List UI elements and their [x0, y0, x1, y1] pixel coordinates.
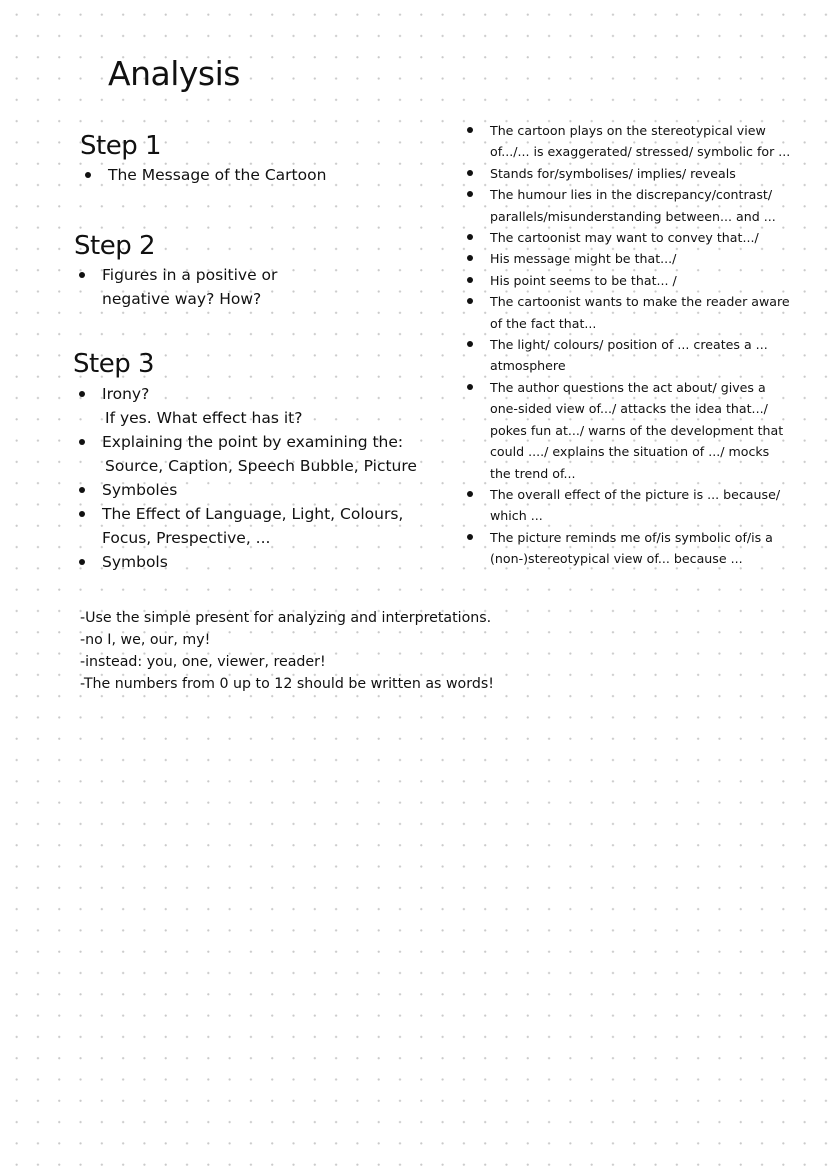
- phrase-item: The cartoonist wants to make the reader aware of the fact that...: [462, 291, 792, 334]
- phrase-item: His message might be that.../: [462, 248, 792, 269]
- step1-list: [80, 163, 326, 187]
- note-line: -instead: you, one, viewer, reader!: [80, 654, 326, 670]
- phrase-item: The overall effect of the picture is ... because/ which ...: [462, 484, 792, 527]
- step3-item-symbols: Symbols: [74, 550, 417, 574]
- note-line: -Use the simple present for analyzing and interpretations.: [80, 610, 492, 626]
- phrases-list: [462, 120, 792, 570]
- step1-item-message: The Message of the Cartoon: [80, 163, 326, 187]
- phrase-item: The author questions the act about/ gives a one-sided view of.../ attacks the idea that.../ pokes fun at.../ warns of the development that could ..../ explains the situation of .../ mocks the trend of...: [462, 377, 792, 484]
- step3-item-irony: Irony? If yes. What effect has it?: [74, 382, 417, 430]
- step1-heading: Step 1: [80, 131, 162, 161]
- phrase-item: The picture reminds me of/is symbolic of/is a (non-)stereotypical view of... because ...: [462, 527, 792, 570]
- step3-item-symboles: Symboles: [74, 478, 417, 502]
- step3-item-explaining: Explaining the point by examining the: Source, Caption, Speech Bubble, Picture: [74, 430, 417, 478]
- step2-item-figures: Figures in a positive or negative way? How?: [74, 263, 277, 311]
- phrase-item: His point seems to be that... /: [462, 270, 792, 291]
- phrase-item: The cartoon plays on the stereotypical view of.../... is exaggerated/ stressed/ symbolic for ...: [462, 120, 792, 163]
- step3-item-effect: The Effect of Language, Light, Colours, Focus, Prespective, ...: [74, 502, 417, 550]
- step2-list: [74, 263, 277, 311]
- step3-heading: Step 3: [73, 349, 155, 379]
- step2-heading: Step 2: [74, 231, 156, 261]
- writing-rules-notes: [80, 607, 494, 695]
- note-line: -The numbers from 0 up to 12 should be written as words!: [80, 676, 494, 692]
- phrase-item: The cartoonist may want to convey that.../: [462, 227, 792, 248]
- phrase-item: The humour lies in the discrepancy/contrast/ parallels/misunderstanding between... and ...: [462, 184, 792, 227]
- phrase-item: The light/ colours/ position of ... creates a ... atmosphere: [462, 334, 792, 377]
- note-line: -no I, we, our, my!: [80, 632, 211, 648]
- page-title: Analysis: [108, 54, 240, 93]
- step3-list: [74, 382, 417, 574]
- phrase-item: Stands for/symbolises/ implies/ reveals: [462, 163, 792, 184]
